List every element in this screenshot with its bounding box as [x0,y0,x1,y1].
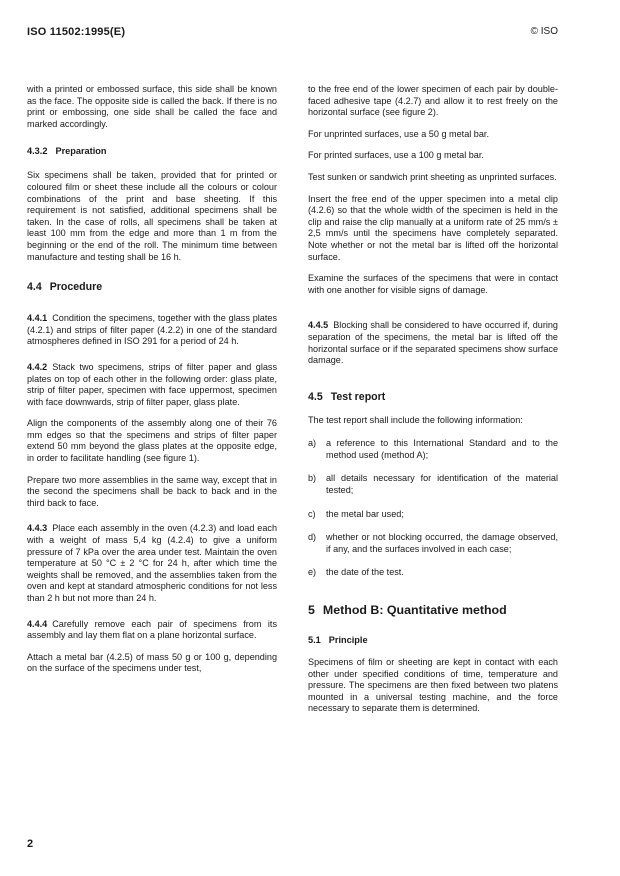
heading-4-5: 4.5 Test report [308,390,386,403]
left-column [27,84,277,675]
unprinted-instruction: For unprinted surfaces, use a 50 g metal bar. [308,128,489,139]
list-item: a) a reference to this International Standard and to the method used (method A); [308,438,558,460]
list-item: d) whether or not blocking occurred, the damage observed, if any, and the surfaces involved in each case; [308,532,558,554]
page-number: 2 [27,838,34,850]
clause-4-4-3: 4.4.3 Place each assembly in the oven (4.2.3) and load each with a weight of mass 5,4 kg (4.2.4) to give a uniform pressure of 7 kPa over the area under test. Maintain the oven temperature at 50 °C ± 2 °C for 24 h, after which time the weights shall be removed, and the assemblies taken from the oven and kept at standard atmospheric conditions for not less than 2 h but not more than 24 h. [27,523,277,603]
insert-paragraph: Insert the free end of the upper specimen into a metal clip (4.2.6) so that the whole width of the specimen is held in the clip and raise the clip manually at a uniform rate of 25 mm/s ± 2,5 mm/s until the specimens have completely separated. Note whether or not the metal bar is lifted off the horizontal surface. [308,193,558,262]
clause-4-4-2-para2: Align the components of the assembly along one of their 76 mm edges so that the specimens and strips of filter paper extend 50 mm beyond the glass plates at the opposite edge, in order to facilitate handling (see figure 1). [27,418,277,464]
clause-4-4-4-para2: Attach a metal bar (4.2.5) of mass 50 g or 100 g, depending on the surface of the specimens under test, [27,651,277,674]
copyright-notice: © ISO [530,26,558,37]
clause-4-4-1: 4.4.1 Condition the specimens, together with the glass plates (4.2.1) and strips of filter paper (4.2.2) in one of the standard atmospheres defined in ISO 291 for a period of 24 h. [27,313,277,347]
standard-identifier: ISO 11502:1995(E) [27,26,126,38]
printed-instruction: For printed surfaces, use a 100 g metal bar. [308,150,484,161]
principle-paragraph: Specimens of film or sheeting are kept in contact with each other under specified conditions of time, temperature and pressure. The specimens are then fixed between two platens mounted in a universal testing machine, and the force necessary to separate them is determined. [308,657,558,714]
clause-4-4-2-para3: Prepare two more assemblies in the same way, except that in the second the specimens shall be back to back and in the third back to face. [27,474,277,508]
continued-paragraph: to the free end of the lower specimen of each pair by double-faced adhesive tape (4.2.7) and allow it to rest freely on the horizontal surface (see figure 2). [308,84,558,118]
list-item: e) the date of the test. [308,567,404,578]
sunken-instruction: Test sunken or sandwich print sheeting as unprinted surfaces. [308,171,557,182]
clause-4-4-5: 4.4.5 Blocking shall be considered to have occurred if, during separation of the specimens, the metal bar is lifted off the horizontal surface or if the separated specimens show surface damage. [308,320,558,366]
preparation-paragraph: Six specimens shall be taken, provided that for printed or coloured film or sheet these include all the colours or colour combinations of the print and base sheeting. If this requirement is not satisfied, additional specimens shall be taken. In the case of rolls, all specimens shall be taken at least 100 mm from the edge and more than 1 m from the beginning or the end of the roll. The minimum time between manufacture and testing shall be 16 h. [27,170,277,262]
heading-4-3-2: 4.3.2 Preparation [27,146,107,157]
clause-4-4-2: 4.4.2 Stack two specimens, strips of filter paper and glass plates on top of each other in the following order: glass plate, strip of filter paper, specimen with face uppermost, specimen with face downwards, strip of filter paper, glass plate. [27,361,277,407]
heading-5-1: 5.1 Principle [308,635,368,646]
test-report-intro: The test report shall include the following information: [308,414,523,425]
heading-4-4: 4.4 Procedure [27,281,103,294]
examine-paragraph: Examine the surfaces of the specimens that were in contact with one another for visible signs of damage. [308,273,558,295]
intro-paragraph: with a printed or embossed surface, this side shall be known as the face. The opposite side is called the back. If there is no print or embossing, one side shall be called the face and marked accordingly. [27,84,277,129]
list-item: c) the metal bar used; [308,508,404,519]
heading-5: 5 Method B: Quantitative method [308,603,507,618]
list-item: b) all details necessary for identification of the material tested; [308,473,558,496]
clause-4-4-4: 4.4.4 Carefully remove each pair of specimens from its assembly and lay them flat on a plane horizontal surface. [27,618,277,641]
right-column [308,84,558,715]
